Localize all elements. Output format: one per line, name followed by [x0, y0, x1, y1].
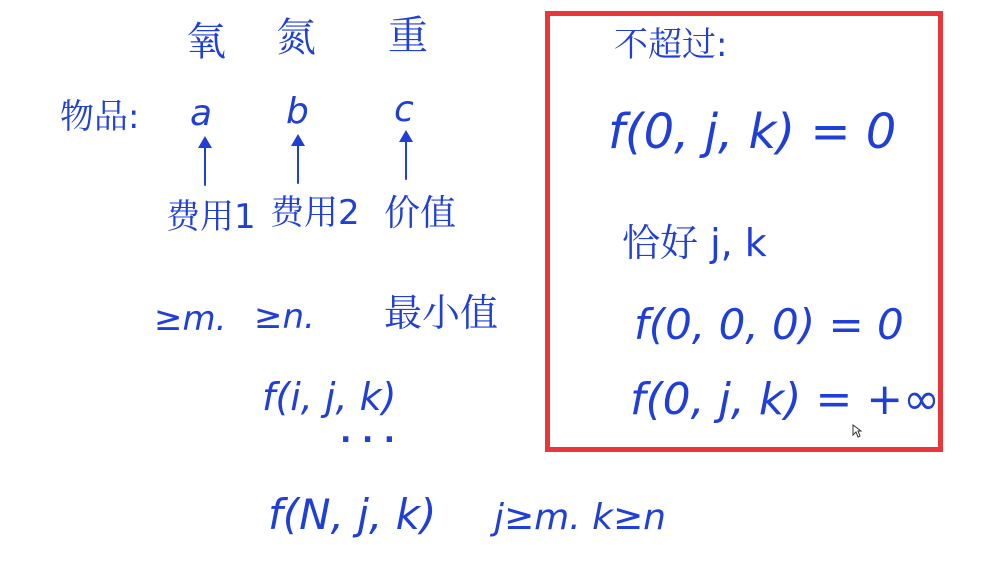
min-value-label: 最小值 — [384, 291, 499, 335]
state-function: f(i, j, k) — [262, 375, 397, 419]
var-a: a — [190, 93, 213, 134]
cost2-label: 费用2 — [270, 193, 360, 233]
constraint-n: ≥n. — [254, 297, 315, 337]
gas-label-nitrogen: 氮 — [276, 15, 316, 61]
ellipsis: . . . — [340, 415, 396, 450]
init-exact-other: f(0, j, k) = +∞ — [630, 374, 940, 425]
constraint-m: ≥m. — [154, 299, 227, 339]
cost1-label: 费用1 — [166, 197, 256, 237]
init-not-exceed: f(0, j, k) = 0 — [608, 104, 897, 160]
item-label: 物品: — [60, 97, 140, 137]
var-b: b — [286, 91, 309, 132]
var-c: c — [394, 89, 414, 130]
exact-title: 恰好 j, k — [622, 221, 767, 265]
init-exact-origin: f(0, 0, 0) = 0 — [634, 300, 904, 349]
cursor-icon — [852, 424, 862, 438]
weight-label: 重 — [388, 13, 428, 59]
final-condition: j≥m. k≥n — [494, 497, 666, 538]
not-exceed-title: 不超过: — [614, 25, 728, 65]
final-state: f(N, j, k) — [268, 490, 437, 539]
gas-label-oxygen: 氧 — [186, 19, 226, 65]
value-label: 价值 — [384, 193, 457, 234]
